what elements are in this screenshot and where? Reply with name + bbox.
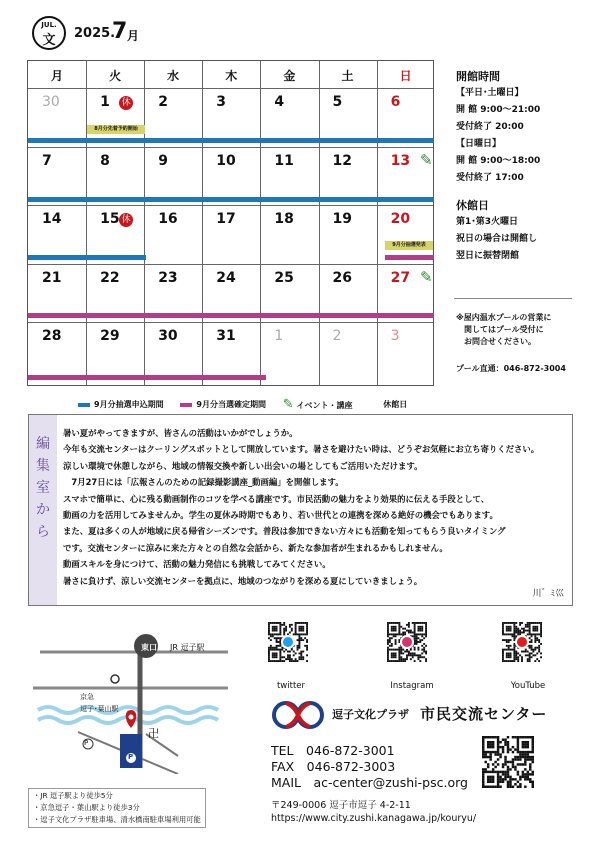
editorial-signature: 川゛ﾐ巛 xyxy=(532,589,564,599)
weekday-header: 金 xyxy=(283,69,296,83)
hours-sunday-open: 開 館 9:00〜18:00 xyxy=(456,156,541,166)
hours-sunday-last: 受付終了 17:00 xyxy=(456,173,524,183)
address-block xyxy=(271,799,476,825)
day-number: 26 xyxy=(332,269,352,286)
pool-notice-line3: お問合せください。 xyxy=(464,337,536,346)
access-keikyu: ・京急逗子・葉山駅より徒歩3分 xyxy=(33,803,140,812)
day-number: 20 xyxy=(390,211,411,227)
editorial-line: 動画スキルを身につけて、活動の魅力発信にも挑戦してみてください。 xyxy=(63,559,331,570)
map-parking-label: P xyxy=(84,739,89,747)
hours-weekday-last: 受付終了 20:00 xyxy=(456,122,524,132)
editorial-title-char: 集 xyxy=(36,458,50,474)
legend-confirm-label: 9月分当選確定期間 xyxy=(196,400,266,409)
editorial-vertical-title xyxy=(34,433,52,543)
org-logo-icon xyxy=(271,695,325,735)
weekday-header: 火 xyxy=(109,69,122,83)
day-number: 16 xyxy=(158,211,178,227)
day-number: 8 xyxy=(100,152,110,169)
map-jr-station: JR 逗子駅 xyxy=(170,643,205,652)
logo-glyph: 文 xyxy=(42,33,56,48)
calendar-day-cell xyxy=(28,322,86,381)
closed-days-holiday: 祝日の場合は開館し xyxy=(456,234,538,244)
youtube-label[interactable]: YouTube xyxy=(510,681,546,691)
header-month-unit: 月 xyxy=(127,29,140,43)
day-number: 23 xyxy=(158,269,178,286)
day-number: 13 xyxy=(390,152,411,169)
twitter-qr-code[interactable] xyxy=(268,622,308,662)
contact-block xyxy=(271,743,468,791)
day-number: 12 xyxy=(332,152,352,169)
day-number: 1 xyxy=(274,328,284,344)
editorial-line: 暑さに負けず、涼しい交流センターを拠点に、地域のつながりを深める夏にしていきましょう。 xyxy=(63,575,423,586)
legend-confirm xyxy=(180,399,266,410)
day-number: 27 xyxy=(390,269,411,286)
day-number: 15 xyxy=(100,211,120,227)
lottery-bar-week3 xyxy=(28,255,146,260)
confirm-bar-week5 xyxy=(28,375,266,380)
instagram-qr-code[interactable] xyxy=(387,622,427,662)
day-number: 9 xyxy=(158,152,168,169)
org-name-main: 市民交流センター xyxy=(420,705,548,723)
day-number: 2 xyxy=(158,94,168,110)
editorial-line: です。交流センターに涼みに来た方々との自然な会話から、新たな参加者が生まれるかもしれません。 xyxy=(63,542,448,553)
youtube-qr-code[interactable] xyxy=(502,622,542,662)
day-number: 5 xyxy=(332,94,343,110)
editorial-title-char: 室 xyxy=(36,480,50,496)
legend-event-label: イベント・講座 xyxy=(296,401,353,410)
editorial-title-char: か xyxy=(36,502,50,518)
map-plaza-parking-label: P xyxy=(128,753,134,761)
legend-lottery-label: 9月分抽選申込期間 xyxy=(94,400,164,409)
legend-holiday-label: 休館日 xyxy=(383,400,408,409)
legend-event xyxy=(283,397,353,412)
hours-panel xyxy=(456,60,572,265)
event-pencil-icon-27: ✎ xyxy=(420,268,433,286)
editorial-title-char: 編 xyxy=(36,436,50,452)
hours-title: 開館時間 xyxy=(456,70,500,83)
editorial-side-band xyxy=(29,415,57,605)
editorial-box xyxy=(28,414,573,606)
logo-month-label: JUL. xyxy=(41,21,57,29)
weekday-header: 日 xyxy=(399,69,412,83)
contact-tel: TEL 046-872-3001 xyxy=(271,743,395,758)
day-number: 2 xyxy=(332,328,342,344)
legend-pink-swatch xyxy=(180,403,192,407)
editorial-line: 暑い夏がやってきますが、皆さんの活動はいかがでしょうか。 xyxy=(63,428,298,438)
access-jr: ・JR 逗子駅より徒歩5分 xyxy=(33,791,113,800)
day-number: 11 xyxy=(274,152,294,169)
pencil-icon: ✎ xyxy=(282,397,294,412)
confirm-bar-week3 xyxy=(385,255,434,260)
day-number: 6 xyxy=(390,94,401,110)
weekday-header: 木 xyxy=(225,69,238,83)
day-number: 25 xyxy=(274,269,294,286)
calendar-day-cell xyxy=(260,205,318,264)
calendar-day-cell xyxy=(144,205,202,264)
weekday-header: 水 xyxy=(167,69,180,83)
day-number: 10 xyxy=(216,152,236,169)
calendar-day-cell xyxy=(319,322,377,381)
weekday-header: 月 xyxy=(50,69,63,83)
header-month: 7 xyxy=(112,19,128,44)
website-link[interactable]: https://www.city.zushi.kanagawa.jp/kouryu/ xyxy=(271,813,477,824)
header-year: 2025. xyxy=(74,26,116,41)
hours-weekday-header: 【平日･土曜日】 xyxy=(456,88,524,98)
calendar-day-cell xyxy=(144,322,202,381)
pool-notice-line1: ※屋内温水プールの営業に xyxy=(456,313,552,322)
map-east-exit: 東口 xyxy=(141,643,157,652)
day-number: 22 xyxy=(100,269,120,286)
address-line: 〒249-0006 逗子市逗子 4-2-11 xyxy=(271,800,411,811)
day-number: 30 xyxy=(42,94,60,110)
pool-notice-line2: 関してはプール受付に xyxy=(464,325,544,334)
calendar-day-cell xyxy=(377,322,435,381)
editorial-text xyxy=(63,425,568,589)
day-number: 31 xyxy=(216,328,236,344)
calendar-day-cell xyxy=(202,322,260,381)
day-number: 7 xyxy=(42,152,52,169)
day-number: 30 xyxy=(158,328,178,344)
access-parking: ・逗子文化プラザ駐車場、清水橋南駐車場利用可能 xyxy=(33,815,201,824)
day-number: 21 xyxy=(42,269,62,286)
logo xyxy=(32,16,66,50)
day-number: 3 xyxy=(390,328,400,344)
editorial-line: 涼しい環境で休憩しながら、地域の情報交換や新しい出会いの場としてもご活用いただけます。 xyxy=(63,460,423,471)
note-lottery-result: 9月分抽選発表 xyxy=(385,241,433,250)
closed-day-badge: 休 xyxy=(119,213,133,227)
hours-sunday-header: 【日曜日】 xyxy=(456,139,502,149)
day-number: 28 xyxy=(42,328,62,344)
editorial-line: 動画の力を活用してみませんか。学生の夏休み時期でもあり、若い世代との連携を深める絶好の機会でもあります。 xyxy=(63,510,498,521)
legend-holiday xyxy=(369,399,407,410)
day-number: 4 xyxy=(274,94,285,110)
map-keikyu: 京急 xyxy=(80,693,94,701)
day-number: 24 xyxy=(216,269,236,286)
org-name-small: 逗子文化プラザ xyxy=(332,708,409,721)
website-qr-code[interactable] xyxy=(482,736,534,788)
legend xyxy=(78,397,421,412)
pool-phone: プール直通：046-872-3004 xyxy=(456,364,566,373)
contact-fax: FAX 046-872-3003 xyxy=(271,759,396,774)
closed-circle-icon xyxy=(369,399,380,410)
day-number: 1 xyxy=(100,94,110,110)
closed-days-title: 休館日 xyxy=(456,199,489,212)
lottery-bar-week2 xyxy=(28,197,434,202)
station-marker xyxy=(111,675,119,683)
day-number: 17 xyxy=(216,211,236,227)
day-number: 14 xyxy=(42,211,62,227)
side-divider xyxy=(454,298,572,299)
calendar-grid xyxy=(27,60,434,386)
map-keikyu-station: 逗子･葉山駅 xyxy=(80,705,119,713)
closed-days-rule: 第1･第3火曜日 xyxy=(456,217,519,227)
legend-lottery xyxy=(78,399,164,410)
calendar-day-cell xyxy=(319,205,377,264)
calendar-day-cell xyxy=(86,322,144,381)
access-notes xyxy=(28,788,206,828)
closed-days-substitute: 翌日に振替閉館 xyxy=(456,251,520,261)
pool-notice xyxy=(456,312,572,348)
editorial-line: 7月27日には「広報さんのための記録撮影講座_動画編」を開催します。 xyxy=(63,477,344,488)
event-pencil-icon-13: ✎ xyxy=(420,151,433,169)
confirm-bar-week4 xyxy=(28,313,434,318)
map-temple-icon: 卍 xyxy=(148,727,159,740)
day-number: 19 xyxy=(332,211,352,227)
hours-weekday-open: 開 館 9:00〜21:00 xyxy=(456,105,541,115)
access-map xyxy=(28,624,236,774)
lottery-bar-week1 xyxy=(28,138,434,143)
day-number: 29 xyxy=(100,328,120,344)
contact-mail[interactable]: MAIL ac-center@zushi-psc.org xyxy=(271,775,468,790)
editorial-line: スマホで簡単に、心に残る動画制作のコツを学べる講座です。市民活動の魅力をより効果的に伝える手段として、 xyxy=(63,493,490,504)
calendar-day-cell xyxy=(260,322,318,381)
editorial-title-char: ら xyxy=(36,524,50,540)
note-reservation-start: 8月分先着予約開始 xyxy=(87,125,145,134)
instagram-label[interactable]: Instagram xyxy=(390,681,434,691)
closed-day-badge: 休 xyxy=(119,96,133,110)
legend-blue-swatch xyxy=(78,403,90,407)
calendar-day-cell xyxy=(202,205,260,264)
twitter-label[interactable]: twitter xyxy=(276,681,306,691)
editorial-line: また、夏は多くの人が地域に戻る帰省シーズンです。普段は参加できない方々にも活動を知ってもらう良いタイミング xyxy=(63,526,506,537)
day-number: 18 xyxy=(274,211,294,227)
day-number: 3 xyxy=(216,94,227,110)
editorial-line: 今年も交流センターはクーリングスポットとして開放しています。暑さを避けたい時は、どうぞお気軽にお立ち寄りください。 xyxy=(63,444,540,455)
weekday-header: 土 xyxy=(341,69,354,83)
